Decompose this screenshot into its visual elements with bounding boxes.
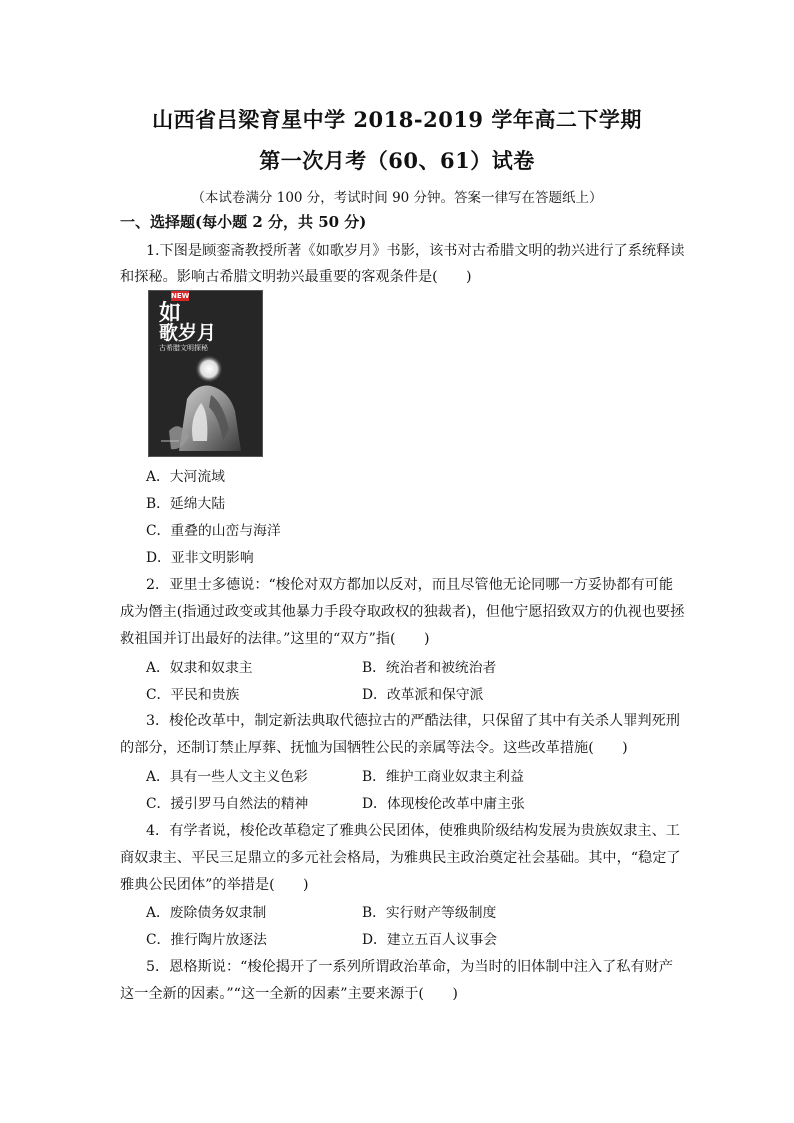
q5-line2: 这一全新的因素。”“这一全新的因素”主要来源于( ) [120, 986, 458, 1002]
cover-subtitle: 古希腊文明探秘 [159, 344, 208, 352]
q3-option-a: A．具有一些人文主义色彩 [146, 769, 308, 785]
section-heading: 一、选择题(每小题 2 分，共 50 分) [120, 213, 367, 231]
q1-line1: 1.下图是顾銮斋教授所著《如歌岁月》书影，该书对古希腊文明的勃兴进行了系统释读 [146, 243, 685, 259]
exam-note: （本试卷满分 100 分，考试时间 90 分钟。答案一律写在答题纸上） [191, 190, 603, 206]
q4-line2: 商奴隶主、平民三足鼎立的多元社会格局，为雅典民主政治奠定社会基础。其中，“稳定了 [120, 850, 681, 866]
q2-line2: 成为僭主(指通过政变或其他暴力手段夺取政权的独裁者)，但他宁愿招致双方的仇视也要拯 [120, 604, 685, 620]
q1-option-c: C．重叠的山峦与海洋 [146, 523, 281, 539]
q2-line3: 救祖国并订出最好的法律。”这里的“双方”指( ) [120, 631, 430, 647]
q3-option-c: C．援引罗马自然法的精神 [146, 796, 309, 812]
q3-line2: 的部分，还制订禁止厚葬、抚恤为国牺牲公民的亲属等法令。这些改革措施( ) [120, 740, 628, 756]
q1-option-b: B．延绵大陆 [146, 496, 226, 512]
q2-line1: 2．亚里士多德说：“梭伦对双方都加以反对，而且尽管他无论同哪一方妥协都有可能 [146, 577, 674, 593]
q4-option-b: B．实行财产等级制度 [362, 905, 497, 921]
q3-line1: 3．梭伦改革中，制定新法典取代德拉古的严酷法律，只保留了其中有关杀人罪判死刑 [146, 713, 680, 729]
cover-title-a: 如 [159, 301, 182, 326]
q1-line2: 和探秘。影响古希腊文明勃兴最重要的客观条件是( ) [120, 269, 472, 285]
new-badge: NEW [171, 292, 190, 300]
q3-option-d: D．体现梭伦改革中庸主张 [362, 796, 525, 812]
q2-option-d: D．改革派和保守派 [362, 687, 484, 703]
q2-option-b: B．统治者和被统治者 [362, 660, 497, 676]
exam-title-line1: 山西省吕梁育星中学 2018-2019 学年高二下学期 [152, 107, 642, 132]
q1-option-a: A．大河流域 [146, 469, 225, 485]
q4-option-a: A．废除债务奴隶制 [146, 905, 267, 921]
q5-line1: 5．恩格斯说：“梭伦揭开了一系列所谓政治革命，为当时的旧体制中注入了私有财产 [146, 959, 674, 975]
q4-option-d: D．建立五百人议事会 [362, 932, 498, 948]
q3-option-b: B．维护工商业奴隶主利益 [362, 769, 524, 785]
book-cover-image [148, 290, 263, 457]
q4-option-c: C．推行陶片放逐法 [146, 932, 267, 948]
q4-line3: 雅典公民团体”的举措是( ) [120, 877, 309, 893]
q2-option-a: A．奴隶和奴隶主 [146, 660, 253, 676]
q2-option-c: C．平民和贵族 [146, 687, 240, 703]
q1-option-d: D．亚非文明影响 [146, 550, 254, 566]
cover-title-b: 歌岁月 [159, 322, 217, 344]
exam-title-line2: 第一次月考（60、61）试卷 [259, 148, 535, 173]
q4-line1: 4．有学者说，梭伦改革稳定了雅典公民团体，使雅典阶级结构发展为贵族奴隶主、工 [146, 823, 680, 839]
